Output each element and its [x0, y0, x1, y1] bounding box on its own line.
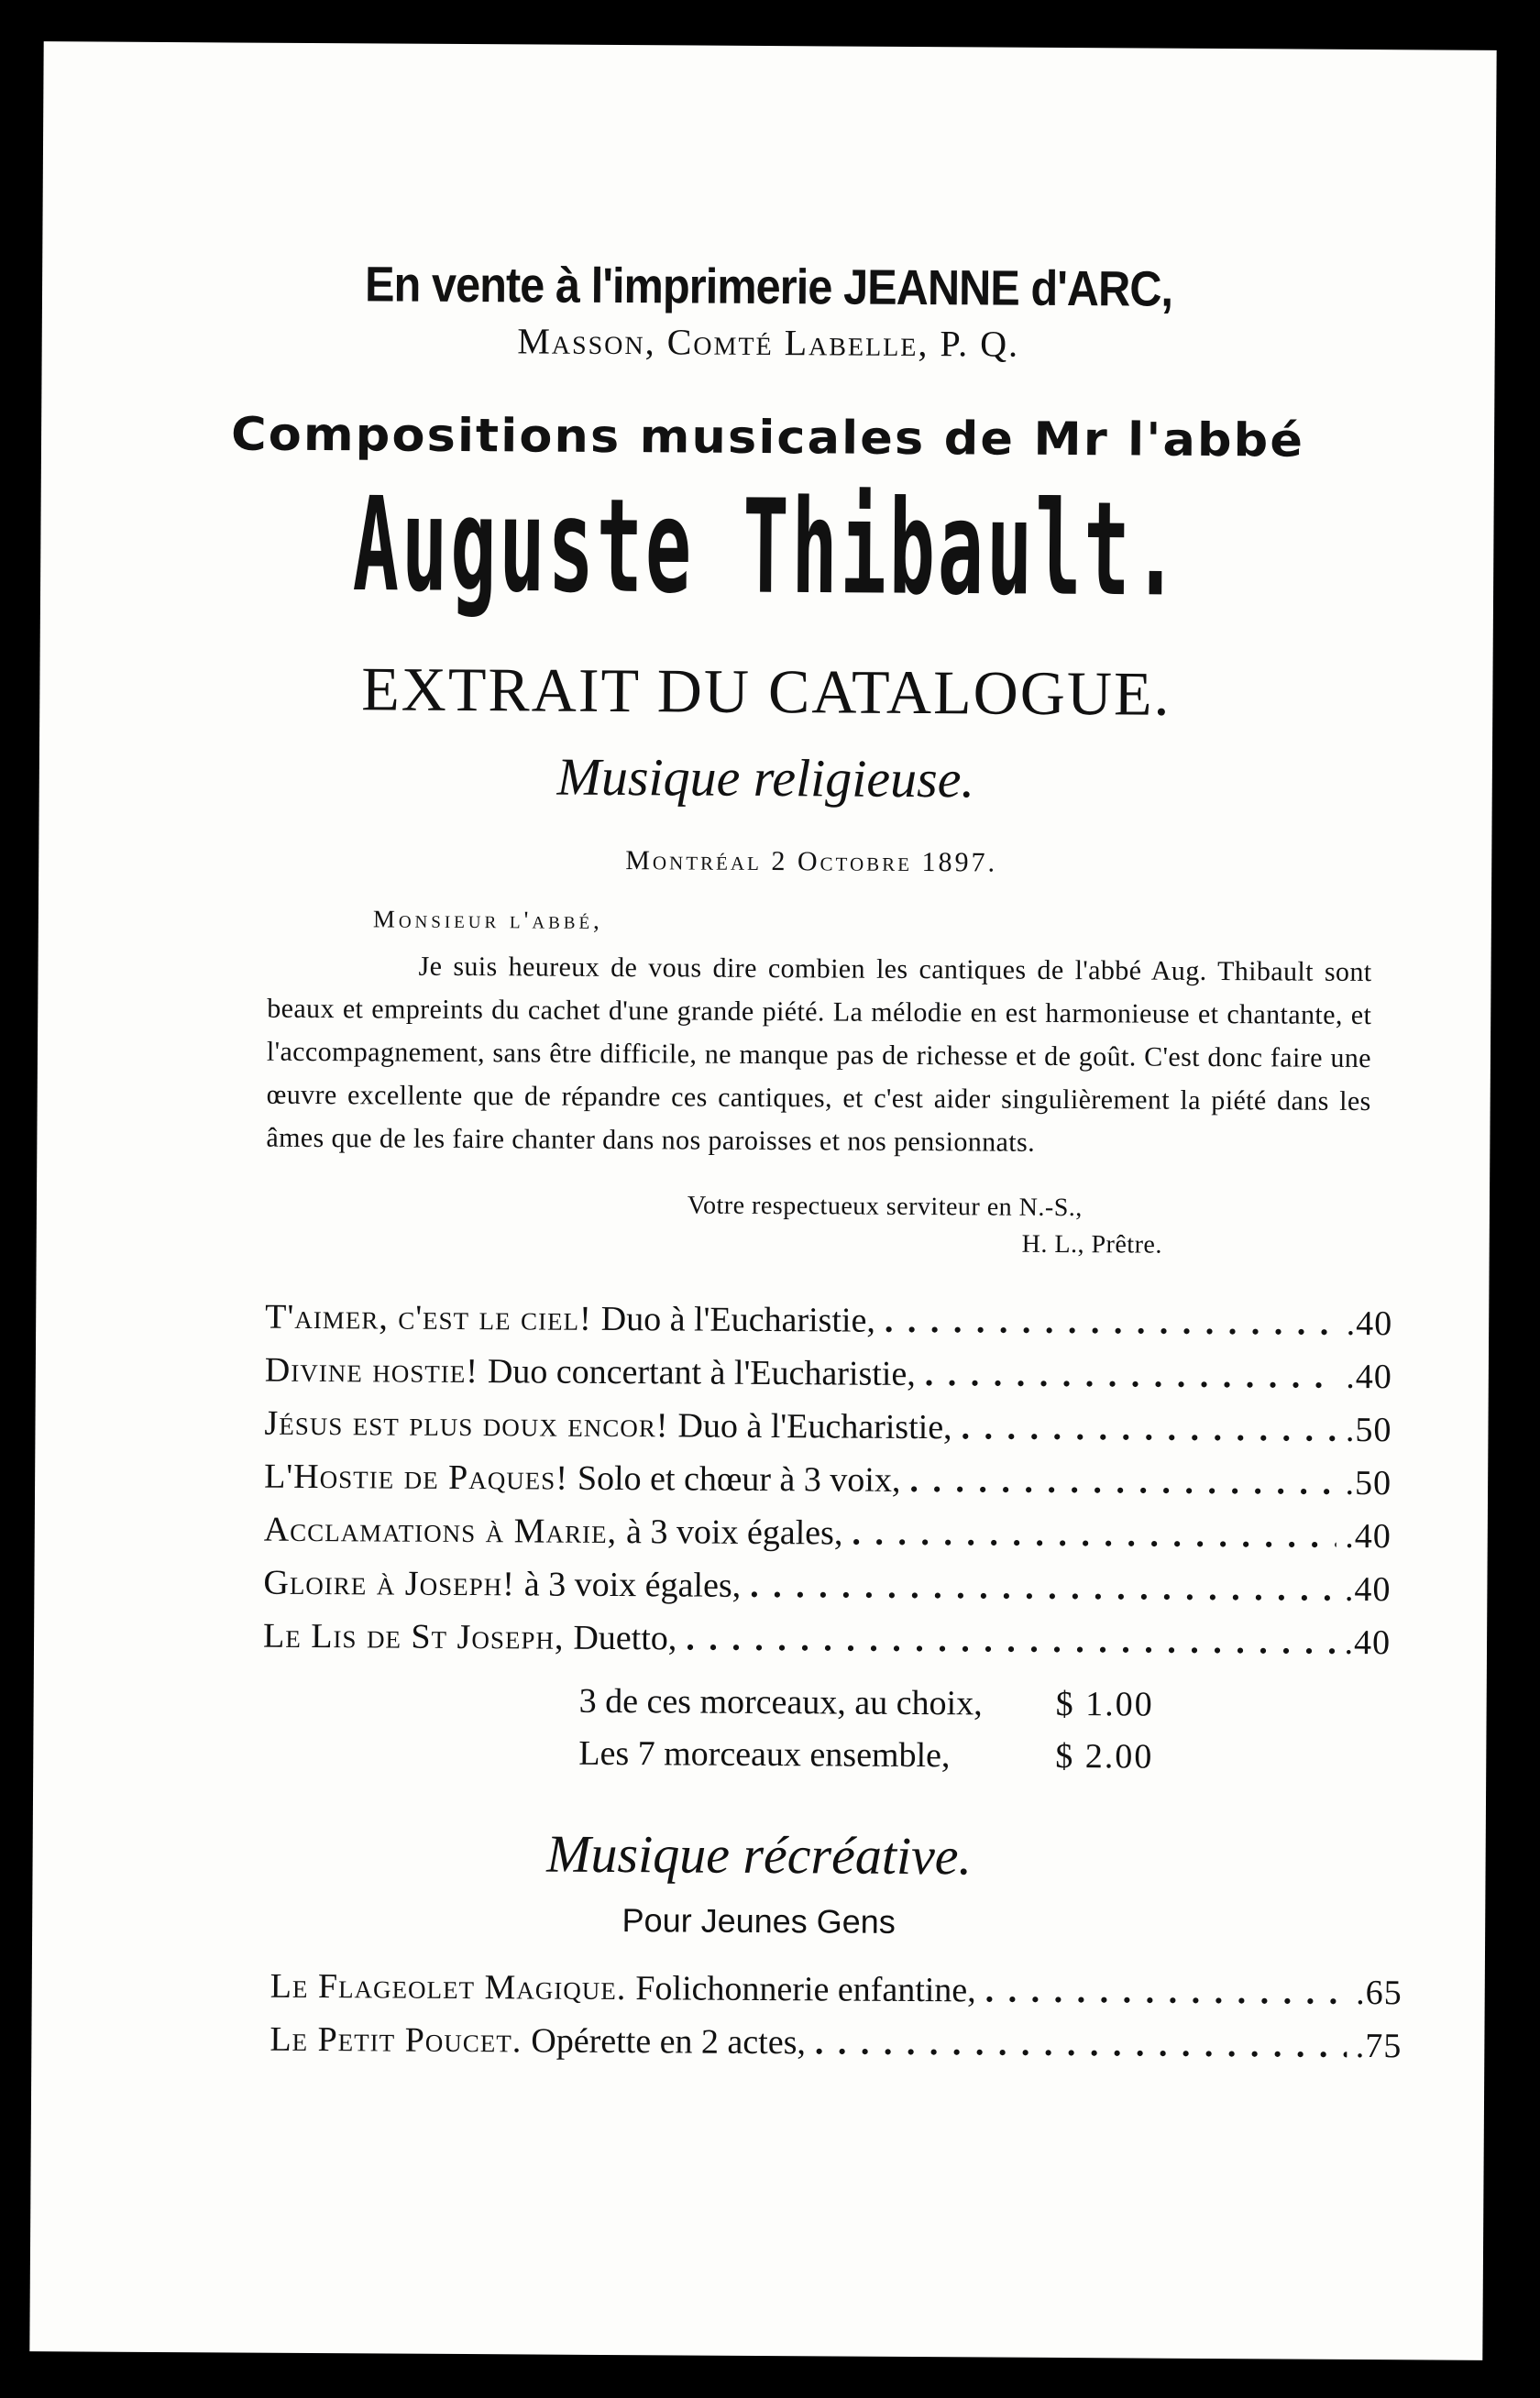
dot-leader	[686, 1618, 1335, 1662]
item-price: .50	[1345, 1410, 1392, 1450]
offer-row	[578, 1733, 1153, 1789]
item-title: Le Lis de St Joseph,	[262, 1616, 565, 1657]
religious-catalog-list	[263, 1297, 1392, 1677]
item-description: Opérette en 2 actes,	[531, 2021, 807, 2062]
list-item	[263, 1563, 1391, 1623]
item-price: .40	[1344, 1569, 1392, 1610]
item-price: .65	[1356, 1973, 1402, 2013]
bundle-offers	[578, 1681, 1154, 1789]
item-description: Duetto,	[573, 1618, 677, 1658]
list-item	[264, 1510, 1392, 1570]
offer-label: 3 de ces morceaux, au choix,	[578, 1681, 983, 1723]
list-item	[263, 1616, 1391, 1677]
dot-leader	[909, 1460, 1336, 1503]
list-item	[264, 1403, 1392, 1464]
section-religious-title: Musique religieuse.	[556, 746, 975, 809]
item-title: Gloire à Joseph!	[263, 1563, 515, 1604]
compositions-heading: Compositions musicales de Mr l'abbé	[230, 407, 1305, 468]
list-item	[265, 1350, 1392, 1411]
list-item	[270, 1966, 1402, 2027]
item-description: à 3 voix égales,	[523, 1565, 742, 1605]
dot-leader	[852, 1513, 1336, 1556]
recreative-catalog-list	[270, 1966, 1402, 2080]
letter-salutation: Monsieur l'abbé,	[372, 905, 603, 934]
dot-leader	[815, 2022, 1347, 2066]
item-title: T'aimer, c'est le ciel!	[265, 1297, 592, 1338]
dot-leader	[750, 1566, 1336, 1610]
composer-name: Auguste Thibault.	[352, 469, 1182, 626]
dot-leader	[961, 1407, 1336, 1449]
item-price: .40	[1345, 1516, 1392, 1556]
item-price: .40	[1344, 1622, 1392, 1663]
item-price: .50	[1345, 1463, 1392, 1503]
item-description: Folichonnerie enfantine,	[635, 1969, 976, 2010]
item-description: Duo à l'Eucharistie,	[677, 1406, 952, 1447]
letter-body: Je suis heureux de vous dire combien les cantiques de l'abbé Aug. Thibault sont beaux et empreints du cachet d'une grande piété. La mélodie en est harmonieuse et chantante, et l'accompagnement, sans être difficile, ne manque pas de richesse et de goût. C'est donc faire une œuvre excellente que de répandre ces cantiques, et c'est aider singulièrement la piété dans les âmes que de les faire chanter dans nos paroisses et nos pensionnats.	[266, 951, 1372, 1158]
dot-leader	[985, 1970, 1348, 2012]
sale-notice: En vente à l'imprimerie JEANNE d'ARC,	[364, 257, 1173, 317]
letter-date: Montréal 2 Octobre 1897.	[625, 845, 998, 878]
offer-label: Les 7 morceaux ensemble,	[578, 1733, 951, 1776]
offer-amount: $ 2.00	[1055, 1736, 1154, 1776]
item-title: L'Hostie de Paques!	[264, 1457, 569, 1498]
item-title: Le Petit Poucet.	[270, 2019, 522, 2061]
letter-closing: Votre respectueux serviteur en N.-S.,	[687, 1191, 1083, 1223]
list-item	[264, 1457, 1392, 1517]
offer-amount: $ 1.00	[1055, 1684, 1154, 1724]
dot-leader	[885, 1301, 1337, 1344]
item-description: Duo concertant à l'Eucharistie,	[487, 1352, 916, 1394]
letter-signature: H. L., Prêtre.	[1021, 1229, 1162, 1260]
item-price: .40	[1346, 1304, 1393, 1344]
list-item	[265, 1297, 1392, 1358]
item-description: à 3 voix égales,	[625, 1512, 843, 1553]
list-item	[270, 2019, 1402, 2080]
catalogue-title: EXTRAIT DU CATALOGUE.	[361, 654, 1172, 729]
offer-row	[578, 1681, 1153, 1737]
item-title: Le Flageolet Magique.	[270, 1966, 627, 2008]
item-title: Divine hostie!	[264, 1350, 479, 1392]
item-title: Jésus est plus doux encor!	[264, 1403, 669, 1446]
section-recreative-subtitle: Pour Jeunes Gens	[622, 1901, 896, 1941]
dot-leader	[925, 1354, 1337, 1397]
item-price: .75	[1355, 2026, 1402, 2066]
item-price: .40	[1346, 1357, 1392, 1397]
printer-address: Masson, Comté Labelle, P. Q.	[517, 320, 1020, 365]
item-title: Acclamations à Marie,	[263, 1510, 618, 1552]
item-description: Duo à l'Eucharistie,	[600, 1299, 876, 1340]
section-recreative-title: Musique récréative.	[546, 1823, 973, 1886]
catalog-page	[29, 41, 1496, 2360]
item-description: Solo et chœur à 3 voix,	[577, 1458, 901, 1500]
